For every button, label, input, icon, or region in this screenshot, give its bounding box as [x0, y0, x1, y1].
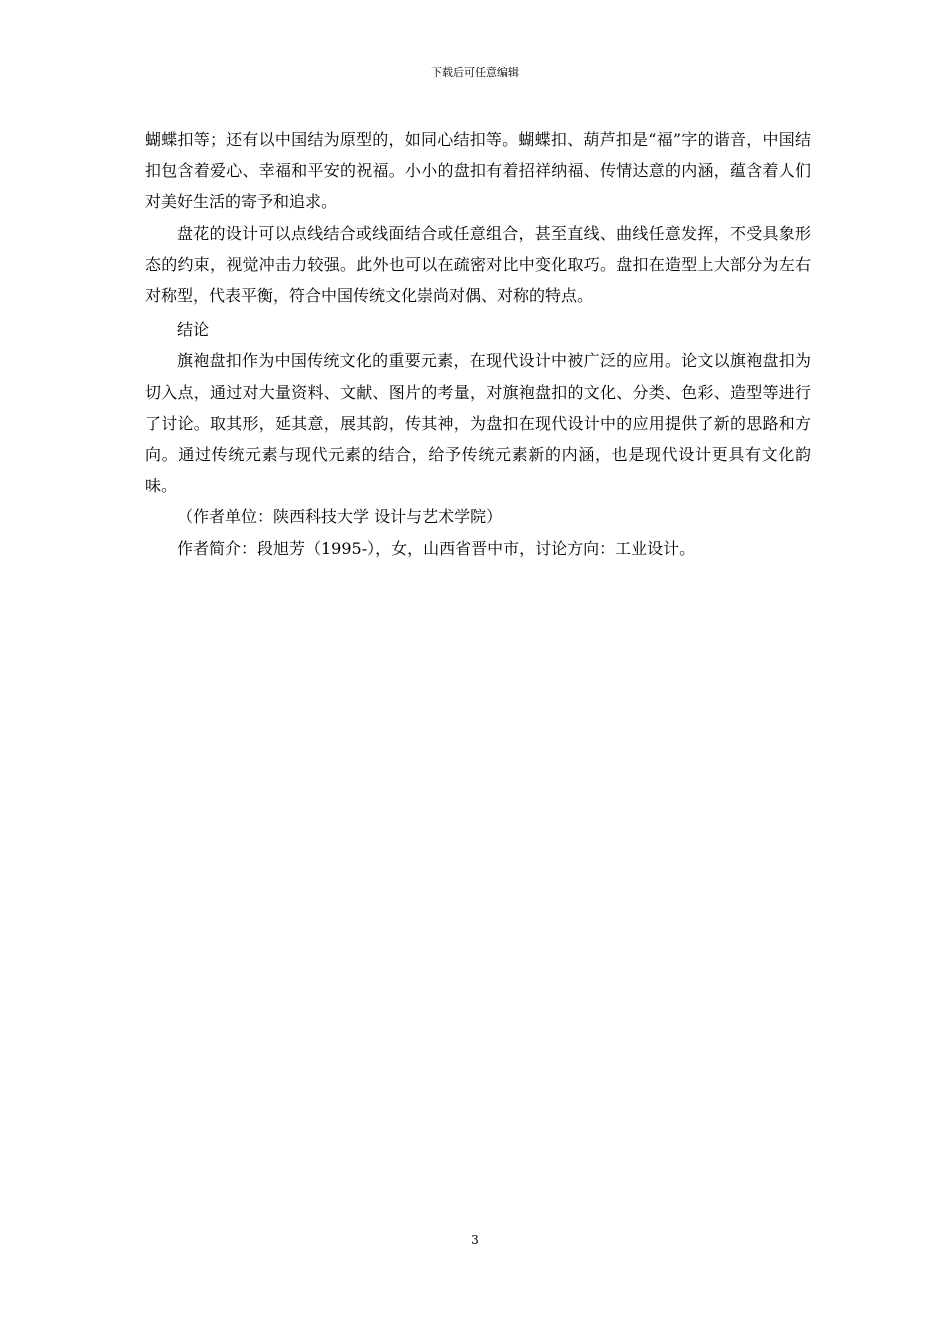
paragraph-conclusion: 旗袍盘扣作为中国传统文化的重要元素，在现代设计中被广泛的应用。论文以旗袍盘扣为切入点，通过对大量资料、文献、图片的考量，对旗袍盘扣的文化、分类、色彩、造型等进行了讨论。取其形，延其意，展其韵，传其神，为盘扣在现代设计中的应用提供了新的思路和方向。通过传统元素与现代元素的结合，给予传统元素新的内涵，也是现代设计更具有文化韵味。	[145, 351, 811, 496]
paragraph-pan-hua-design: 盘花的设计可以点线结合或线面结合或任意组合，甚至直线、曲线任意发挥，不受具象形态的约束，视觉冲击力较强。此外也可以在疏密对比中变化取巧。盘扣在造型上大部分为左右对称型，代表平衡，符合中国传统文化崇尚对偶、对称的特点。	[145, 223, 811, 306]
paragraph-continuation: 蝴蝶扣等；还有以中国结为原型的，如同心结扣等。蝴蝶扣、葫芦扣是“福”字的谐音，中国结扣包含着爱心、幸福和平安的祝福。小小的盘扣有着招祥纳福、传情达意的内涵，蕴含着人们对美好生活的寄予和追求。	[145, 130, 811, 212]
author-affiliation: （作者单位：陕西科技大学 设计与艺术学院）	[177, 507, 503, 527]
author-bio: 作者简介：段旭芳（1995-），女，山西省晋中市，讨论方向：工业设计。	[177, 538, 696, 558]
page-number: 3	[471, 1233, 479, 1247]
section-heading-conclusion: 结论	[177, 320, 210, 340]
document-body	[145, 124, 811, 564]
page-header: 下载后可任意编辑	[431, 66, 519, 79]
